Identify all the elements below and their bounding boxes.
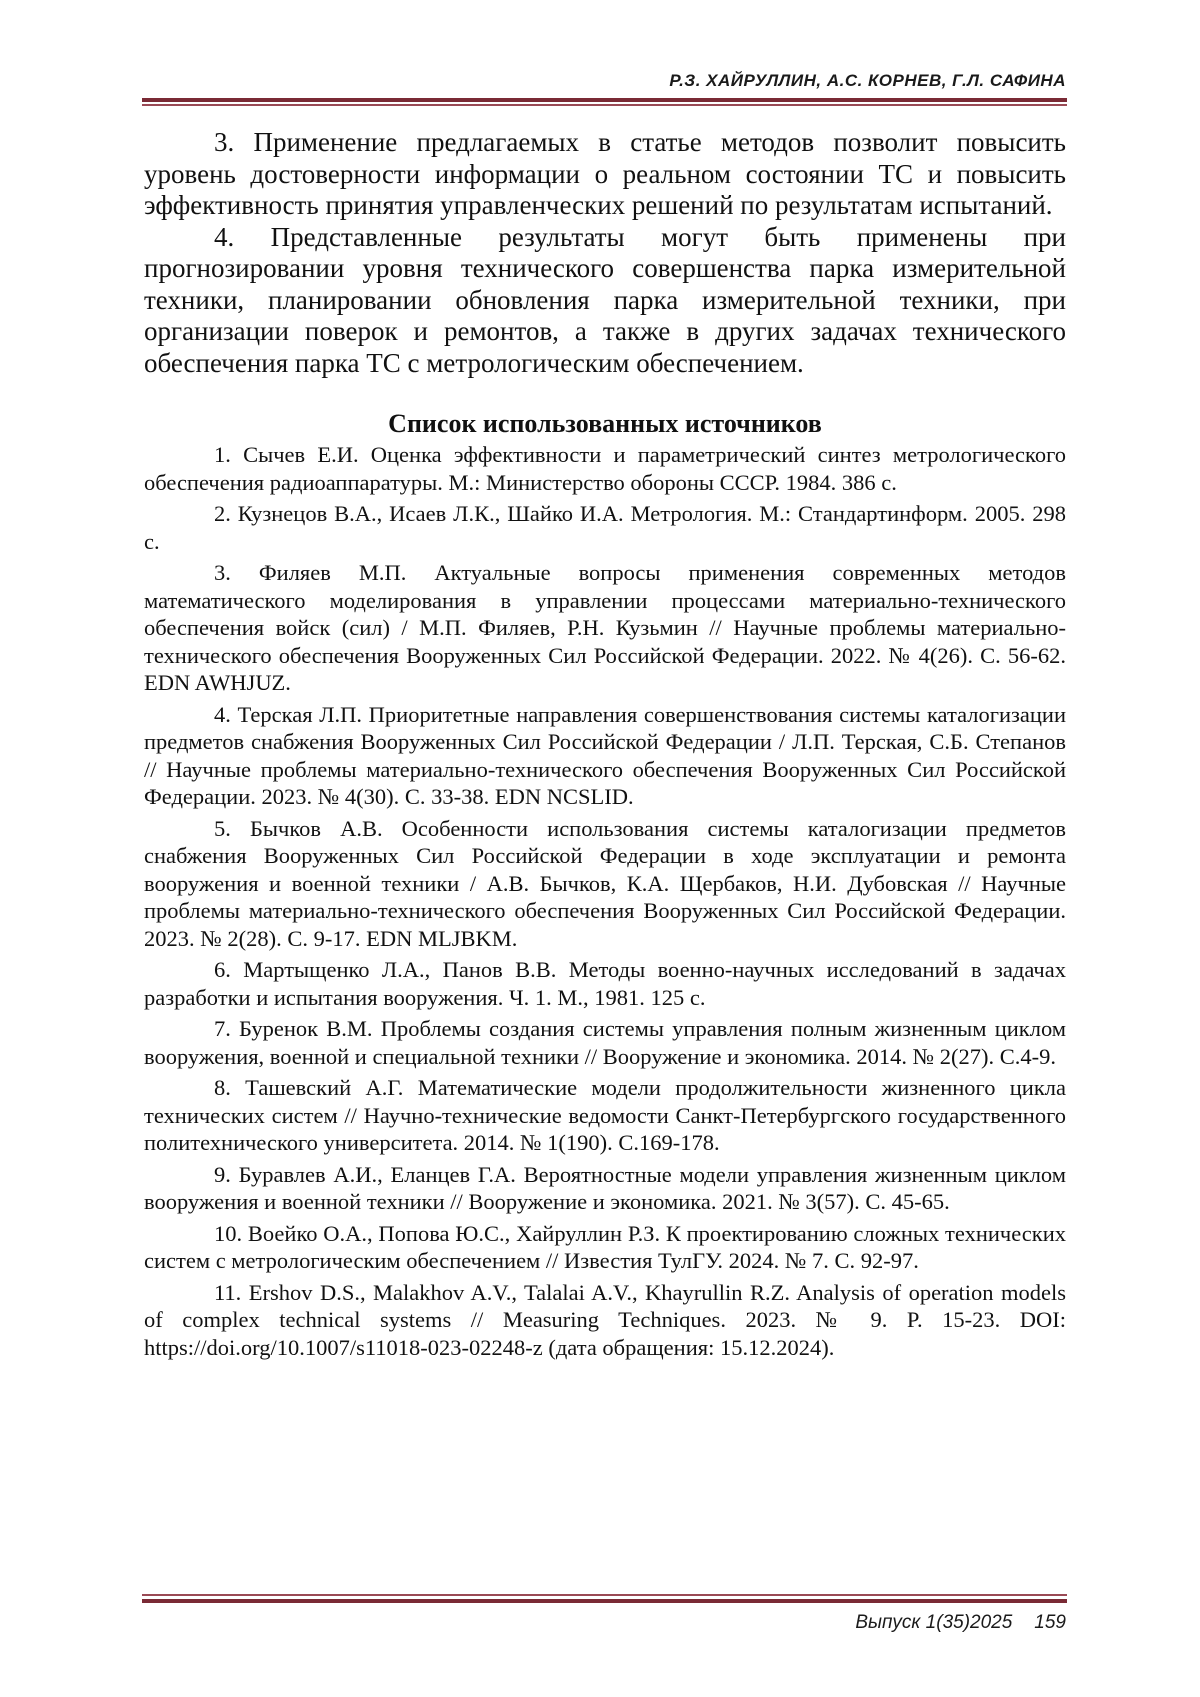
reference-item: 1. Сычев Е.И. Оценка эффективности и параметрический синтез метрологического обеспечения радиоаппаратуры. М.: Министерство обороны СССР. 1984. 386 с. xyxy=(144,442,1066,495)
body-paragraph: 4. Представленные результаты могут быть применены при прогнозировании уровня технического совершенства парка измерительной техники, планировании обновления парка измерительной техники, при организации поверок и ремонтов, а также в других задачах технического обеспечения парка ТС с метрологическим обеспечением. xyxy=(144,221,1066,378)
reference-item: 8. Ташевский А.Г. Математические модели продолжительности жизненного цикла технических систем // Научно-технические ведомости Санкт-Петербургского государственного политехнического университета. 2014. № 1(190). С.169-178. xyxy=(144,1075,1066,1155)
reference-item: 3. Филяев М.П. Актуальные вопросы применения современных методов математического моделирования в управлении процессами материально-технического обеспечения войск (сил) / М.П. Филяев, Р.Н. Кузьмин // Научные проблемы материально-технического обеспечения Вооруженных Сил Российской Федерации. 2022. № 4(26). С. 56-62. EDN AWHJUZ. xyxy=(144,560,1066,695)
references-title: Список использованных источников xyxy=(388,409,822,438)
reference-item: 10. Воейко О.А., Попова Ю.С., Хайруллин Р.З. К проектированию сложных технических систем с метрологическим обеспечением // Известия ТулГУ. 2024. № 7. С. 92-97. xyxy=(144,1220,1066,1273)
page-content xyxy=(144,127,1066,1365)
reference-item: 4. Терская Л.П. Приоритетные направления совершенствования системы каталогизации предметов снабжения Вооруженных Сил Российской Федерации / Л.П. Терская, С.Б. Степанов // Научные проблемы материально-технического обеспечения Вооруженных Сил Российской Федерации. 2023. № 4(30). С. 33-38. EDN NCSLID. xyxy=(144,701,1066,809)
header-rule-thick xyxy=(142,98,1067,102)
running-header-authors: Р.З. ХАЙРУЛЛИН, А.С. КОРНЕВ, Г.Л. САФИНА xyxy=(669,71,1066,90)
reference-item: 7. Буренок В.М. Проблемы создания системы управления полным жизненным циклом вооружения, военной и специальной техники // Вооружение и экономика. 2014. № 2(27). С.4-9. xyxy=(144,1016,1066,1069)
footer-rule-thin xyxy=(142,1594,1067,1596)
reference-item: 5. Бычков А.В. Особенности использования системы каталогизации предметов снабжения Вооруженных Сил Российской Федерации в ходе эксплуатации и ремонта вооружения и военной техники / А.В. Бычков, К.А. Щербаков, Н.И. Дубовская // Научные проблемы материально-технического обеспечения Вооруженных Сил Российской Федерации. 2023. № 2(28). С. 9-17. EDN MLJBKM. xyxy=(144,815,1066,951)
footer-rule-thick xyxy=(142,1599,1067,1603)
reference-item: 6. Мартыщенко Л.А., Панов В.В. Методы военно-научных исследований в задачах разработки и испытания вооружения. Ч. 1. М., 1981. 125 с. xyxy=(144,957,1066,1010)
page-number: 159 xyxy=(1034,1612,1066,1633)
reference-item: 2. Кузнецов В.А., Исаев Л.К., Шайко И.А. Метрология. М.: Стандартинформ. 2005. 298 с. xyxy=(144,501,1066,554)
header-rule-thin xyxy=(142,104,1067,106)
reference-item: 11. Ershov D.S., Malakhov A.V., Talalai A.V., Khayrullin R.Z. Analysis of operation models of complex technical systems // Measuring Techniques. 2023. № 9. P. 15-23. DOI: https://doi.org/10.1007/s11018-023-02248-z (дата обращения: 15.12.2024). xyxy=(144,1279,1066,1360)
body-paragraph: 3. Применение предлагаемых в статье методов позволит повысить уровень достоверности информации о реальном состоянии ТС и повысить эффективность принятия управленческих решений по результатам испытаний. xyxy=(144,127,1066,220)
references-list xyxy=(144,441,1066,1361)
issue-label: Выпуск 1(35)2025 xyxy=(855,1612,1013,1633)
page-footer xyxy=(855,1612,1066,1634)
reference-item: 9. Буравлев А.И., Еланцев Г.А. Вероятностные модели управления жизненным циклом вооружения и военной техники // Вооружение и экономика. 2021. № 3(57). С. 45-65. xyxy=(144,1161,1066,1214)
